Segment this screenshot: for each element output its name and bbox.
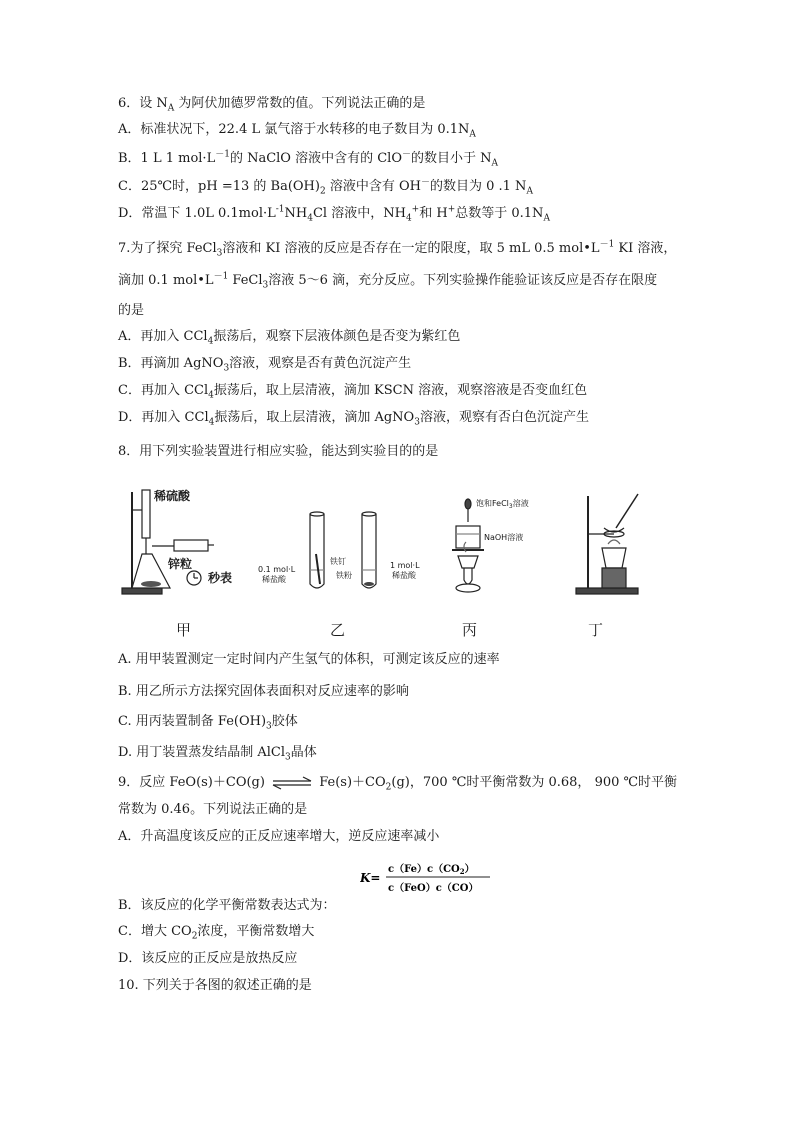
figure-label-yi: 乙 xyxy=(330,621,346,639)
q7-option-c: C．再加入 CCl$_4$振荡后，取上层清液，滴加 KSCN 溶液，观察溶液是否变血红色 xyxy=(118,383,588,401)
figure-label-jia: 甲 xyxy=(176,621,192,639)
q8-option-d: D. 用丁装置蒸发结晶制 AlCl$_3$晶体 xyxy=(118,745,317,763)
apparatus-jia xyxy=(122,490,214,594)
q6-option-d: D．常温下 1.0L $0.1mol\cdot L^{-1}NH_4Cl$ 溶液中，$NH_4^+$和 H+总数等于 $0.1N_A$ xyxy=(118,204,550,224)
apparatus-ding xyxy=(576,494,638,594)
q6-option-a: A．标准状况下，22.4 L 氯气溶于水转移的电子数目为 $0.1N_A$ xyxy=(118,122,476,140)
label-iron-nail: 铁钉 xyxy=(330,557,346,566)
q8-option-b: B. 用乙所示方法探究固体表面积对反应速率的影响 xyxy=(118,684,409,699)
label-dilute-hcl-right: 稀盐酸 xyxy=(392,571,416,580)
q7-stem-line1: 7.为了探究 FeCl$_3$溶液和 KI 溶液的反应是否存在一定的限度，取 5 mL 0.5 $mol•L^{-1}$ KI 溶液， xyxy=(118,239,677,259)
q8-option-c: C. 用丙装置制备 $Fe(OH)_3$胶体 xyxy=(118,714,298,732)
q6-stem: 6．设 $N_A$ 为阿伏加德罗常数的值。下列说法正确的是 xyxy=(118,96,426,114)
q9-option-d: D．该反应的正反应是放热反应 xyxy=(118,951,298,966)
k-numerator: $c(Fe)c(CO_2)$ xyxy=(388,864,475,876)
q7-stem-line2: 滴加 0.1 $mol•L^{-1}$ FeCl$_3$溶液 5～6 滴，充分反应。下列实验操作能验证该反应是否存在限度 xyxy=(118,271,658,291)
label-dilute-hcl-left: 稀盐酸 xyxy=(262,575,286,584)
q9-option-a: A．升高温度该反应的正反应速率增大，逆反应速率减小 xyxy=(118,829,440,844)
q8-option-a: A. 用甲装置测定一定时间内产生氢气的体积，可测定该反应的速率 xyxy=(118,652,500,667)
label-zinc-granules: 锌粒 xyxy=(168,557,193,571)
equilibrium-arrow-icon xyxy=(269,776,315,790)
apparatus-figure xyxy=(118,484,678,602)
q10-stem: 10. 下列关于各图的叙述正确的是 xyxy=(118,978,312,993)
figure-label-ding: 丁 xyxy=(588,621,604,639)
q7-stem-line3: 的是 xyxy=(118,303,145,318)
q7-option-b: B．再滴加 AgNO$_3$溶液，观察是否有黄色沉淀产生 xyxy=(118,356,412,374)
label-stopwatch: 秒表 xyxy=(208,571,233,585)
figure-label-bing: 丙 xyxy=(462,621,478,639)
apparatus-bing xyxy=(452,499,484,592)
q6-option-b: B．1 L 1 $mol\cdot L^{-1}$的 NaClO 溶液中含有的 ClO－的数目小于 $N_A$ xyxy=(118,149,499,169)
equilibrium-constant-expression xyxy=(360,858,500,898)
k-denominator: c（FeO）c（CO） xyxy=(388,883,479,894)
q7-option-a: A．再加入 CCl$_4$振荡后，观察下层液体颜色是否变为紫红色 xyxy=(118,329,461,347)
label-saturated-fecl3: 饱和FeCl$_3$溶液 xyxy=(476,499,529,510)
q9-stem-line2: 常数为 0.46。下列说法正确的是 xyxy=(118,802,308,817)
q9-option-b: B．该反应的化学平衡常数表达式为： xyxy=(118,898,336,913)
q7-option-d: D．再加入 CCl$_4$振荡后，取上层清液，滴加 AgNO$_3$溶液，观察有否白色沉淀产生 xyxy=(118,410,589,428)
label-dilute-sulfuric-acid: 稀硫酸 xyxy=(154,489,191,503)
q9-stem-line1: 9．反应 FeO(s)＋CO(g) $Fe(s)+CO_2(g)$，700 ℃时平衡常数为 0.68， 900 ℃时平衡 xyxy=(118,775,678,793)
label-0-1-mol-l: 0.1 mol·L xyxy=(258,565,296,574)
q9-option-c: C．增大 $CO_2$浓度，平衡常数增大 xyxy=(118,924,315,942)
q6-option-c: C．25℃时，pH =13 的 $Ba(OH)_2$ 溶液中含有 OH－的数目为 0 .1 $N_A$ xyxy=(118,177,533,197)
label-iron-powder: 铁粉 xyxy=(336,571,352,580)
q8-stem: 8．用下列实验装置进行相应实验，能达到实验目的的是 xyxy=(118,444,439,459)
label-naoh-solution: NaOH溶液 xyxy=(484,533,524,542)
label-1-mol-l: 1 mol·L xyxy=(390,561,420,570)
k-symbol: K= xyxy=(360,871,381,885)
